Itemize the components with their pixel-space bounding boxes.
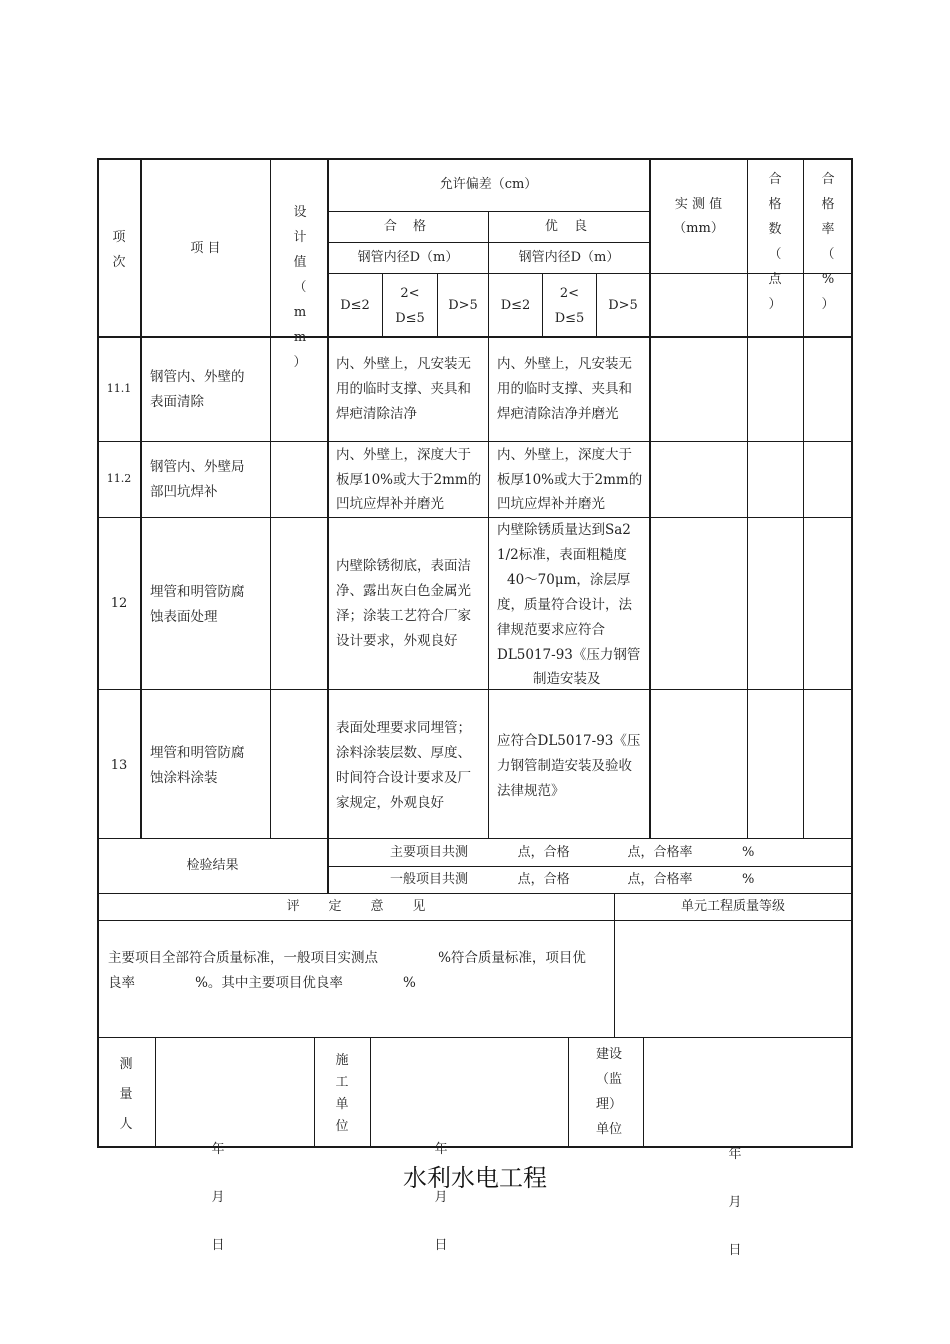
col-design-header: 设 计 值 （ m m ） (293, 205, 307, 370)
supervisor-date (712, 1119, 769, 1287)
header-bottom-border (97, 336, 853, 338)
result-general-line: 一般项目共测 点，合格 点，合格率 % (390, 872, 755, 887)
row-item-line: 钢管内、外壁局 (150, 459, 245, 475)
col-measured-unit: （mm） (673, 221, 724, 236)
rule (328, 211, 650, 212)
col-item-header: 项 目 (190, 241, 221, 256)
rule (97, 838, 852, 839)
diam-mid-e-b: D≤5 (554, 311, 585, 326)
result-label: 检验结果 (186, 858, 239, 873)
supervisor-line: 建设 (596, 1047, 623, 1062)
row-item-line: 埋管和明管防腐 (150, 745, 245, 761)
day-label: 日 (211, 1238, 225, 1253)
diam-mid-q-a: 2< (400, 286, 420, 301)
row-qualified-line: 涂料涂装层数、厚度、 (336, 745, 471, 761)
rule (370, 1037, 371, 1146)
row-excellent-line: DL5017-93《压力钢管 (497, 647, 641, 663)
col-excellent-header: 优 良 (544, 219, 594, 234)
row-qualified-line: 净、露出灰白色金属光 (336, 583, 471, 599)
row-excellent-line: 度，质量符合设计，法 (497, 597, 632, 613)
row-qualified-line: 焊疤清除洁净 (336, 406, 417, 422)
row-qualified-line: 时间符合设计要求及厂 (336, 770, 471, 786)
row-excellent-line: 板厚10%或大于2mm的 (497, 472, 643, 488)
rule (97, 441, 852, 442)
surveyor-label (112, 1050, 140, 1140)
row-excellent-line: 力钢管制造安装及验收 (497, 758, 632, 774)
contractor-label (330, 1050, 354, 1138)
month-label: 月 (434, 1190, 448, 1205)
supervisor-line: （监 (596, 1072, 623, 1087)
row-excellent-line: 制造安装及 (533, 671, 601, 687)
row-item-line: 蚀表面处理 (150, 609, 218, 625)
row-qualified-line: 家规定，外观良好 (336, 795, 444, 811)
diam-gt5-e: D>5 (608, 298, 638, 313)
table-top-border (97, 158, 853, 160)
row-excellent-line: 律规范要求应符合 (497, 622, 605, 638)
supervisor-line: 单位 (596, 1122, 623, 1137)
result-main-line: 主要项目共测 点，合格 点，合格率 % (390, 845, 755, 860)
rule (803, 158, 804, 838)
row-qualified-line: 内壁除锈彻底，表面洁 (336, 558, 471, 574)
col-pipe-diam-excellent: 钢管内径D（m） (518, 250, 620, 265)
row-excellent-line: 40～70μm，涂层厚 (507, 572, 631, 588)
row-qualified-line: 用的临时支撑、夹具和 (336, 381, 471, 397)
diam-le2-e: D≤2 (500, 298, 531, 313)
rule (155, 1037, 156, 1146)
row-excellent-line: 内壁除锈质量达到Sa2 (497, 522, 631, 538)
row-item-line: 钢管内、外壁的 (150, 369, 245, 385)
year-label: 年 (728, 1147, 742, 1162)
col-item-no-header: 项 次 (112, 230, 126, 270)
contractor-date (418, 1114, 475, 1282)
day-label: 日 (434, 1238, 448, 1253)
row-excellent-line: 内、外壁上，凡安装无 (497, 356, 632, 372)
year-label: 年 (434, 1142, 448, 1157)
row-excellent-line: 1/2标准，表面粗糙度 (497, 547, 627, 563)
rule (649, 158, 651, 838)
row-excellent-line: 法律规范》 (497, 783, 565, 799)
evaluation-text-line: 良率 %。其中主要项目优良率 % (108, 975, 416, 991)
surveyor-label-text: 测 量 人 (119, 1057, 133, 1132)
row-excellent-line: 应符合DL5017-93《压 (497, 733, 641, 749)
rule (328, 866, 852, 867)
rule (270, 158, 271, 838)
row-no: 12 (110, 596, 128, 611)
row-qualified-line: 板厚10%或大于2mm的 (336, 472, 482, 488)
rule (97, 689, 852, 690)
rule (97, 517, 852, 518)
rule (568, 1037, 569, 1146)
diam-le2-q: D≤2 (340, 298, 370, 313)
col-pass-count-header: 合 格 数 （ 点 ） (768, 172, 782, 312)
rule (643, 1037, 644, 1146)
row-excellent-line: 凹坑应焊补并磨光 (497, 496, 605, 512)
row-qualified-line: 内、外壁上，凡安装无 (336, 356, 471, 372)
diam-mid-e-a: 2< (559, 286, 580, 301)
evaluation-text-line: 主要项目全部符合质量标准，一般项目实测点 %符合质量标准，项目优 (108, 950, 586, 966)
evaluation-label: 评 定 意 见 (286, 899, 426, 914)
row-no: 11.1 (106, 382, 132, 395)
row-item-line: 部凹坑焊补 (150, 484, 218, 500)
rule (97, 920, 852, 921)
diam-mid-q-b: D≤5 (395, 311, 425, 326)
month-label: 月 (728, 1195, 742, 1210)
row-excellent-line: 焊疤清除洁净并磨光 (497, 406, 619, 422)
rule (314, 1037, 315, 1146)
contractor-label-text: 施 工 单 位 (335, 1053, 349, 1134)
row-qualified-line: 设计要求，外观良好 (336, 633, 458, 649)
diam-gt5-q: D>5 (448, 298, 478, 313)
row-item-line: 埋管和明管防腐 (150, 584, 245, 600)
col-pass-rate-header: 合 格 率 （ % ） (821, 172, 835, 312)
footer-title: 水利水电工程 (403, 1164, 547, 1192)
rule (97, 893, 852, 894)
surveyor-date (195, 1114, 242, 1282)
day-label: 日 (728, 1243, 742, 1258)
row-no: 13 (110, 758, 128, 773)
row-qualified-line: 凹坑应焊补并磨光 (336, 496, 444, 512)
table-right-border (851, 158, 853, 1147)
row-no: 11.2 (106, 472, 132, 485)
col-qualified-header: 合 格 (383, 219, 433, 234)
month-label: 月 (211, 1190, 225, 1205)
row-excellent-line: 用的临时支撑、夹具和 (497, 381, 632, 397)
row-item-line: 表面清除 (150, 394, 204, 410)
row-qualified-line: 表面处理要求同埋管； (336, 720, 471, 736)
col-pipe-diam-qualified: 钢管内径D（m） (357, 250, 459, 265)
rule (97, 1037, 852, 1038)
table-left-border (97, 158, 99, 1147)
supervisor-line: 理） (596, 1097, 623, 1112)
col-measured-header: 实 测 值 (674, 197, 723, 212)
row-qualified-line: 泽；涂装工艺符合厂家 (336, 608, 471, 624)
row-item-line: 蚀涂料涂装 (150, 770, 218, 786)
rule (747, 158, 748, 838)
year-label: 年 (211, 1142, 225, 1157)
rule (328, 242, 650, 243)
grade-label: 单元工程质量等级 (680, 899, 785, 914)
row-qualified-line: 内、外壁上，深度大于 (336, 447, 471, 463)
row-excellent-line: 内、外壁上，深度大于 (497, 447, 632, 463)
col-tolerance-header: 允许偏差（cm） (439, 177, 538, 192)
